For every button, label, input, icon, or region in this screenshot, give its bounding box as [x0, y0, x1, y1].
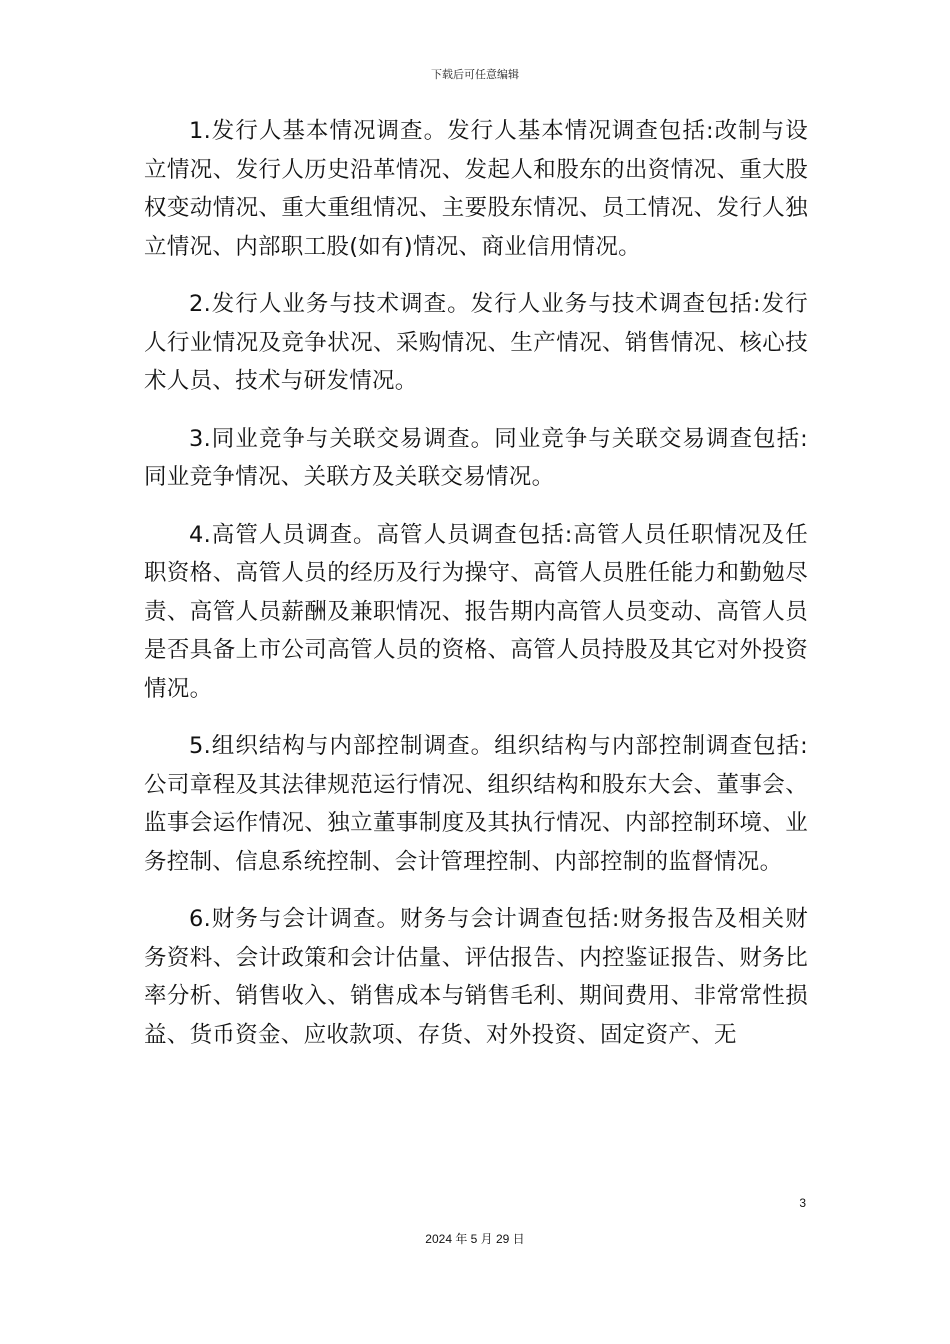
paragraph-6: 6.财务与会计调查。财务与会计调查包括:财务报告及相关财务资料、会计政策和会计估量、评估报告、内控鉴证报告、财务比率分析、销售收入、销售成本与销售毛利、期间费用、非常常性损益、货币资金、应收款项、存货、对外投资、固定资产、无	[144, 906, 808, 1048]
footer-date: 2024 年 5 月 29 日	[425, 1232, 525, 1246]
page-number: 3	[799, 1196, 806, 1210]
document-body	[144, 112, 808, 1073]
paragraph-2: 2.发行人业务与技术调查。发行人业务与技术调查包括:发行人行业情况及竞争状况、采购情况、生产情况、销售情况、核心技术人员、技术与研发情况。	[144, 291, 808, 394]
paragraph-3: 3.同业竞争与关联交易调查。同业竞争与关联交易调查包括:同业竞争情况、关联方及关联交易情况。	[144, 425, 808, 490]
paragraph-5: 5.组织结构与内部控制调查。组织结构与内部控制调查包括:公司章程及其法律规范运行情况、组织结构和股东大会、董事会、监事会运作情况、独立董事制度及其执行情况、内部控制环境、业务控制、信息系统控制、会计管理控制、内部控制的监督情况。	[144, 733, 808, 875]
paragraph-4: 4.高管人员调查。高管人员调查包括:高管人员任职情况及任职资格、高管人员的经历及行为操守、高管人员胜任能力和勤勉尽责、高管人员薪酬及兼职情况、报告期内高管人员变动、高管人员是否具备上市公司高管人员的资格、高管人员持股及其它对外投资情况。	[144, 521, 808, 702]
page-header: 下载后可任意编辑	[431, 68, 519, 81]
paragraph-1: 1.发行人基本情况调查。发行人基本情况调查包括:改制与设立情况、发行人历史沿革情况、发起人和股东的出资情况、重大股权变动情况、重大重组情况、主要股东情况、员工情况、发行人独立情况、内部职工股(如有)情况、商业信用情况。	[144, 118, 808, 260]
